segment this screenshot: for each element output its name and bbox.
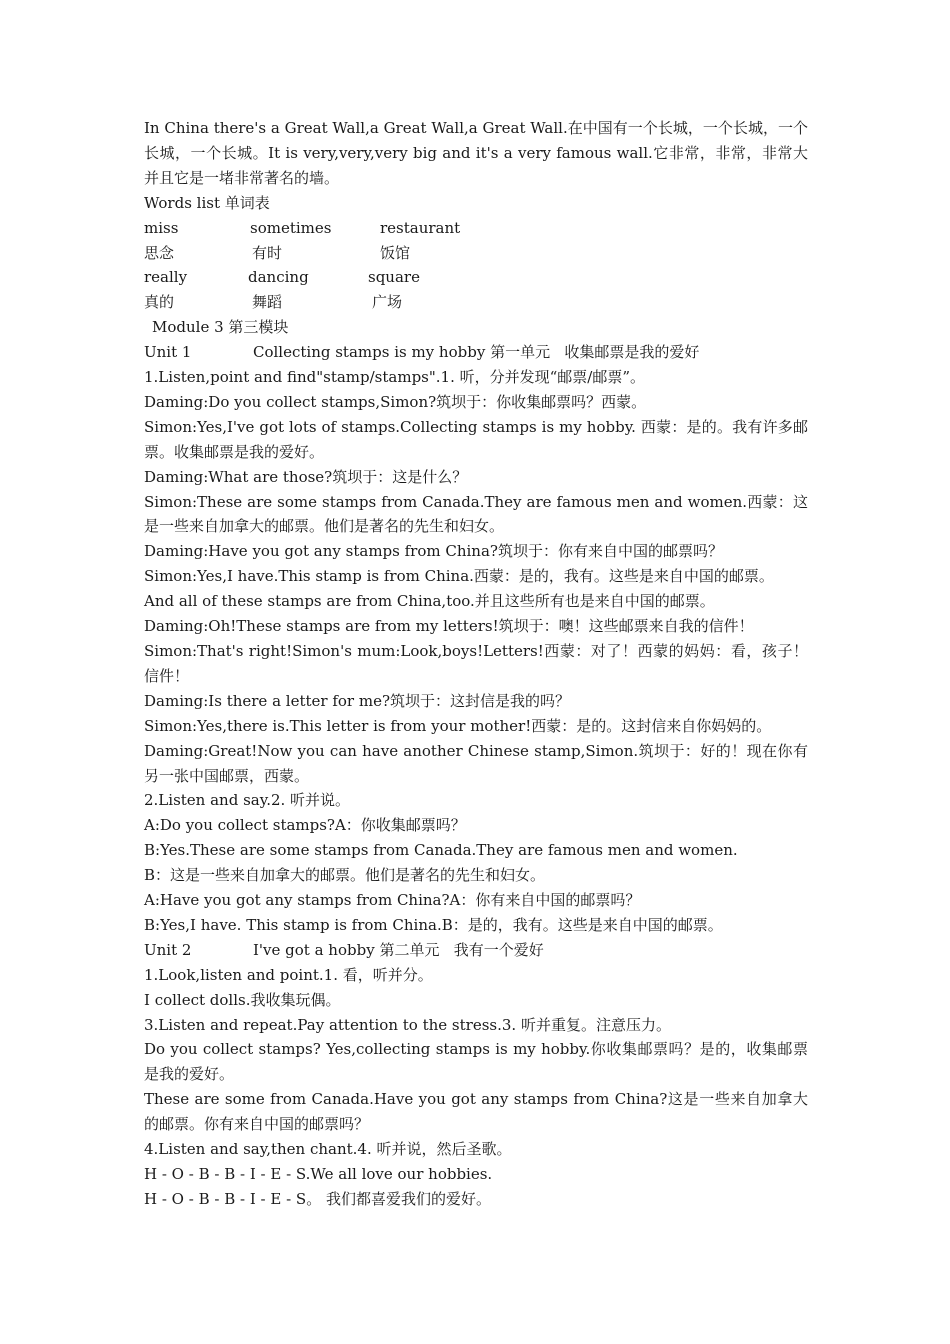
words-row — [144, 241, 808, 266]
text-line: Simon:Yes,I have.This stamp is from China.西蒙：是的，我有。这些是来自中国的邮票。 — [144, 567, 774, 586]
word-cell: 有时 — [252, 243, 283, 262]
text-line: H - O - B - B - I - E - S。 我们都喜爱我们的爱好。 — [144, 1189, 491, 1208]
text-line: B:Yes,I have. This stamp is from China.B：是的，我有。这些是来自中国的邮票。 — [144, 915, 723, 934]
words-row — [144, 216, 808, 241]
text-line: Daming:Have you got any stamps from China?筑坝于：你有来自中国的邮票吗？ — [144, 542, 723, 561]
unit2-title: I've got a hobby 第二单元 我有一个爱好 — [253, 940, 544, 959]
text-line: 3.Listen and repeat.Pay attention to the stress.3. 听并重复。注意压力。 — [144, 1015, 671, 1034]
text-line: Daming:Oh!These stamps are from my letters!筑坝于：噢！这些邮票来自我的信件！ — [144, 617, 754, 636]
unit2-heading — [144, 938, 808, 963]
word-cell: 真的 — [144, 293, 175, 312]
word-cell: restaurant — [380, 218, 461, 237]
text-line: These are some from Canada.Have you got any stamps from China?这是一些来自加拿大的邮票。你有来自中国的邮票吗？ — [144, 1090, 808, 1134]
text-line: Simon:These are some stamps from Canada.They are famous men and women.西蒙：这是一些来自加拿大的邮票。他们是著名的先生和妇女。 — [144, 492, 808, 536]
word-cell: sometimes — [250, 218, 332, 237]
text-line: I collect dolls.我收集玩偶。 — [144, 990, 341, 1009]
text-line: Daming:Great!Now you can have another Chinese stamp,Simon.筑坝于：好的！现在你有另一张中国邮票，西蒙。 — [144, 741, 808, 785]
word-cell: miss — [144, 218, 179, 237]
text-line: And all of these stamps are from China,too.并且这些所有也是来自中国的邮票。 — [144, 592, 715, 611]
word-cell: 思念 — [144, 243, 175, 262]
unit1-label: Unit 1 — [144, 343, 192, 362]
text-line: Daming:What are those?筑坝于：这是什么？ — [144, 467, 468, 486]
intro-paragraph: In China there's a Great Wall,a Great Wall,a Great Wall.在中国有一个长城，一个长城，一个长城，一个长城。It is very,very,very big and it's a very famous wall.它非常，非常，非常大并且它是一堵非常著名的墙。 — [144, 119, 808, 187]
text-line: Daming:Do you collect stamps,Simon?筑坝于：你收集邮票吗？西蒙。 — [144, 392, 647, 411]
words-list-heading: Words list 单词表 — [144, 193, 270, 212]
text-line: 2.Listen and say.2. 听并说。 — [144, 791, 351, 810]
text-line: Do you collect stamps? Yes,collecting stamps is my hobby.你收集邮票吗？是的，收集邮票是我的爱好。 — [144, 1040, 808, 1084]
unit1-heading — [144, 340, 808, 365]
word-cell: dancing — [248, 268, 309, 287]
text-line: A:Do you collect stamps?A：你收集邮票吗？ — [144, 816, 466, 835]
text-line: A:Have you got any stamps from China?A：你有来自中国的邮票吗？ — [144, 891, 641, 910]
word-cell: 饭馆 — [380, 243, 411, 262]
text-line: 1.Look,listen and point.1. 看，听并分。 — [144, 965, 433, 984]
unit2-label: Unit 2 — [144, 940, 192, 959]
text-line: Daming:Is there a letter for me?筑坝于：这封信是我的吗？ — [144, 691, 570, 710]
word-cell: 舞蹈 — [252, 293, 283, 312]
text-line: Simon:Yes,I've got lots of stamps.Collecting stamps is my hobby. 西蒙：是的。我有许多邮票。收集邮票是我的爱好。 — [144, 417, 808, 461]
word-cell: square — [368, 268, 420, 287]
text-line: Simon:That's right!Simon's mum:Look,boys!Letters!西蒙：对了！西蒙的妈妈：看，孩子！信件！ — [144, 641, 808, 685]
text-line: 1.Listen,point and find"stamp/stamps".1. 听，分并发现“邮票/邮票”。 — [144, 368, 646, 386]
text-line: Simon:Yes,there is.This letter is from your mother!西蒙：是的。这封信来自你妈妈的。 — [144, 716, 772, 735]
text-line: B：这是一些来自加拿大的邮票。他们是著名的先生和妇女。 — [144, 866, 546, 885]
document-body — [144, 116, 808, 1212]
words-row — [144, 290, 808, 315]
module-title: Module 3 第三模块 — [152, 318, 289, 337]
word-cell: really — [144, 268, 188, 287]
text-line: B:Yes.These are some stamps from Canada.They are famous men and women. — [144, 841, 738, 860]
text-line: 4.Listen and say,then chant.4. 听并说，然后圣歌。 — [144, 1140, 512, 1159]
unit1-title: Collecting stamps is my hobby 第一单元 收集邮票是我的爱好 — [253, 343, 700, 362]
word-cell: 广场 — [372, 293, 403, 312]
words-row — [144, 265, 808, 290]
text-line: H - O - B - B - I - E - S.We all love our hobbies. — [144, 1165, 493, 1183]
